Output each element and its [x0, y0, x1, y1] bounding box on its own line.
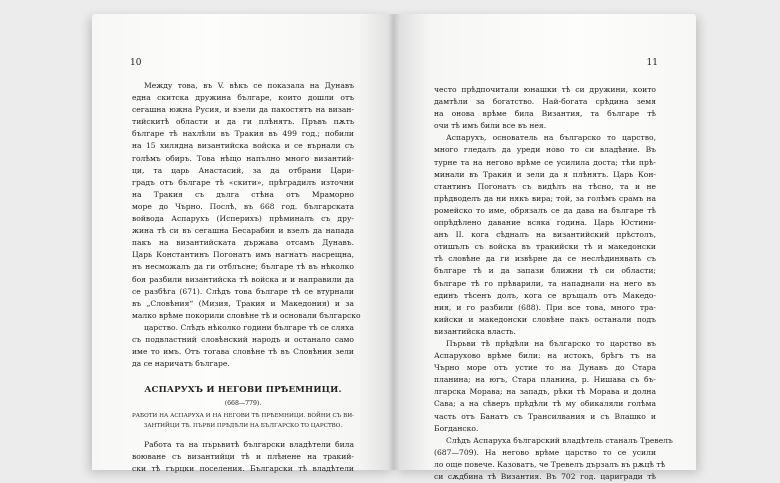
text-line: жина тѣ си въ сегашна Бесарабия и взелъ да напада: [132, 226, 354, 236]
text-line: ци, та царь Анастасий, за да отбрани Цари-: [132, 165, 354, 175]
text-line: ромейско то име, обрязалъ се да дава на българе тѣ: [434, 205, 656, 215]
text-line: Аспарухово врѣме били: на истокъ, брѣгъ тъ на: [434, 351, 656, 361]
section-heading: АСПАРУХЪ И НЕГОВИ ПРѢЕМНИЦИ.: [144, 385, 342, 396]
text-line: Работа та на пърьвитѣ български владѣтели била: [144, 440, 354, 450]
text-line: воюване съ византийци тѣ и плѣнене на тракий-: [132, 452, 354, 462]
text-line: лгарска Морава; на западъ, рѣки тѣ Морава и долна: [434, 387, 656, 397]
text-line: Между това, въ V. вѣкъ се показала на Дунавъ: [144, 81, 354, 90]
text-line: пакъ на византийската държава отсамъ Дунавъ.: [132, 238, 354, 248]
text-line: кийски и македонски словѣне пакъ останали подъ: [434, 314, 656, 324]
text-line: (687—709). На негово врѣме царство то се усили: [434, 447, 656, 457]
right-page-text: [434, 84, 673, 483]
text-line: често прѣдпочитали юнашки тѣ си дружини, които: [434, 85, 656, 94]
text-line: на Тракия съ дълга стѣна отъ Мраморно: [132, 189, 354, 199]
text-line: българе тѣ нахлѣли въ Тракия въ 499 год.; побили: [132, 129, 354, 139]
text-line: Слѣдъ Аспаруха българский владѣтель станалъ Тревелъ: [446, 435, 673, 445]
text-line: българе тѣ го прѣварили, та нападнали на него въ: [434, 278, 656, 288]
text-line: дамтѣли за богатство. Най-богата срѣдина земя: [434, 97, 656, 107]
text-line: анъ II. кога сѣдналъ на византийский прѣстолъ,: [434, 230, 656, 240]
section-years: (668—779).: [224, 400, 262, 408]
text-line: българе тѣ и да запази ближни тѣ си области;: [434, 266, 656, 276]
left-page-text: [132, 80, 361, 476]
book-gutter-shadow: [388, 14, 400, 470]
text-line: византийска власть.: [434, 326, 516, 336]
text-line: отишълъ съ войска въ тракийски тѣ и македонски: [434, 242, 656, 252]
text-line: една скитска дружина българе, които дошли отъ: [132, 93, 354, 103]
text-line: турне та на негово врѣме се усилила доста; тѣи прѣ-: [434, 157, 656, 167]
text-line: опрѣдѣлено давание всяка година. Царь Юстини-: [434, 218, 656, 228]
text-line: име то имъ. Отъ тогава словѣне тѣ въ Словѣния зели: [132, 347, 354, 357]
text-line: да се наричатъ българе.: [132, 359, 230, 369]
text-line: единъ тѣсенъ долъ, кога се връщалъ отъ Македо-: [434, 290, 656, 300]
text-line: ски тѣ гърцки поселения. Български тѣ владѣтели: [132, 464, 354, 474]
text-line: Царь Константинъ Погонатъ имъ нагнатъ насрещна,: [132, 250, 354, 260]
page-number-right: 11: [646, 58, 658, 68]
text-line: часть отъ Банатъ съ Трансилвания и съ Влашко и: [434, 411, 656, 421]
text-line: Богданско.: [434, 423, 479, 433]
text-line: море до Чърно. Послѣ, въ 668 год. българската: [132, 201, 354, 211]
text-line: много гледалъ да уреди ново то си владѣние. Въ: [434, 145, 656, 155]
text-line: прѣдводелъ да ни някъ вира; той, за голѣмъ срамъ на: [434, 193, 656, 203]
text-line: Пърьви тѣ прѣдѣли на българско то царство въ: [446, 338, 656, 348]
text-line: войвода Аспарухъ (Исперихъ) прѣминалъ съ дру-: [132, 214, 354, 224]
page-number-left: 10: [130, 58, 142, 68]
right-page: [394, 14, 696, 481]
text-line: Аспарухъ, основатель на българско то царство,: [446, 133, 656, 143]
text-line: царство. Слѣдъ нѣколко години българе тѣ се сляха: [144, 322, 354, 332]
text-line: очи тѣ имъ били все въ нея.: [434, 121, 547, 131]
text-line: ния, и го разбили (688). При все това, много тра-: [434, 302, 656, 312]
text-line: Сава; а на сѣверъ прѣдѣли тѣ му обикаляли голѣма: [434, 399, 656, 409]
text-line: Чърно море отъ устие то на Дунавъ до Стара: [434, 363, 656, 373]
text-line: ЗАНТИЙЦИ ТѢ. ПЪРВИ ПРѢДѢЛИ НА БЪЛГАРСКО ТО ЦАРСТВО.: [143, 422, 343, 429]
text-line: градъ отъ българе тѣ «скити», прѣградилъ източни: [132, 177, 354, 187]
text-line: голѣмъ обиръ. Това нѣщо напълно много византий-: [132, 153, 354, 163]
text-line: планина; на югъ, Стара планина, р. Нишава съ бъ-: [434, 375, 656, 385]
text-line: се разбѣга (671). Слѣдъ това българе тѣ се втурнали: [132, 286, 354, 296]
text-line: боя разбили византийска тѣ войска и и направили да: [132, 274, 354, 284]
text-line: съ подвластний словѣнский народъ и останало само: [132, 334, 354, 344]
text-line: тийскитѣ области и да ги плѣнятъ. Пръвъ пѫть: [132, 117, 354, 127]
text-line: стантинъ Погонатъ съ видѣлъ на тѣсно, та и не: [434, 181, 656, 191]
text-line: въ „Словѣния“ (Мизия, Тракия и Македония) и за: [132, 298, 354, 308]
text-line: си сѫдбина тѣ Византия. Въ 702 год. царигради тѣ: [434, 472, 656, 481]
left-bottom-paragraph: [132, 439, 354, 475]
open-book: [92, 14, 696, 481]
text-line: минали въ Тракия и зели да я плѣнятъ. Царь Кон-: [434, 169, 656, 179]
text-line: малко врѣме покорили словѣне тѣ и основали българско: [132, 310, 361, 320]
text-line: нъ несможалъ да ги отблъсне; българе тѣ въ нѣколко: [132, 262, 354, 272]
section-summary: [132, 412, 354, 431]
left-page: [92, 14, 394, 474]
text-line: сегашна южна Русия, и взели да пакостятъ на визан-: [132, 105, 354, 115]
text-line: ло още повече. Казоватъ, че Тревелъ дързалъ въ рѫцѣ тѣ: [434, 459, 666, 469]
text-line: тѣ словѣне да ги извѣрне да се неслѣдинявать съ: [434, 254, 656, 264]
text-line: на онова врѣме била Византия, та българе тѣ: [434, 109, 656, 119]
left-top-paragraphs: [132, 80, 361, 370]
text-line: на 15 хилядна византийска войска и се върнали съ: [132, 141, 354, 151]
text-line: РАБОТИ НА АСПАРУХА И НА НЕГОВИ ТѢ ПРѢЕМНИЦИ. ВОЙНИ СЪ ВИ-: [132, 413, 354, 420]
